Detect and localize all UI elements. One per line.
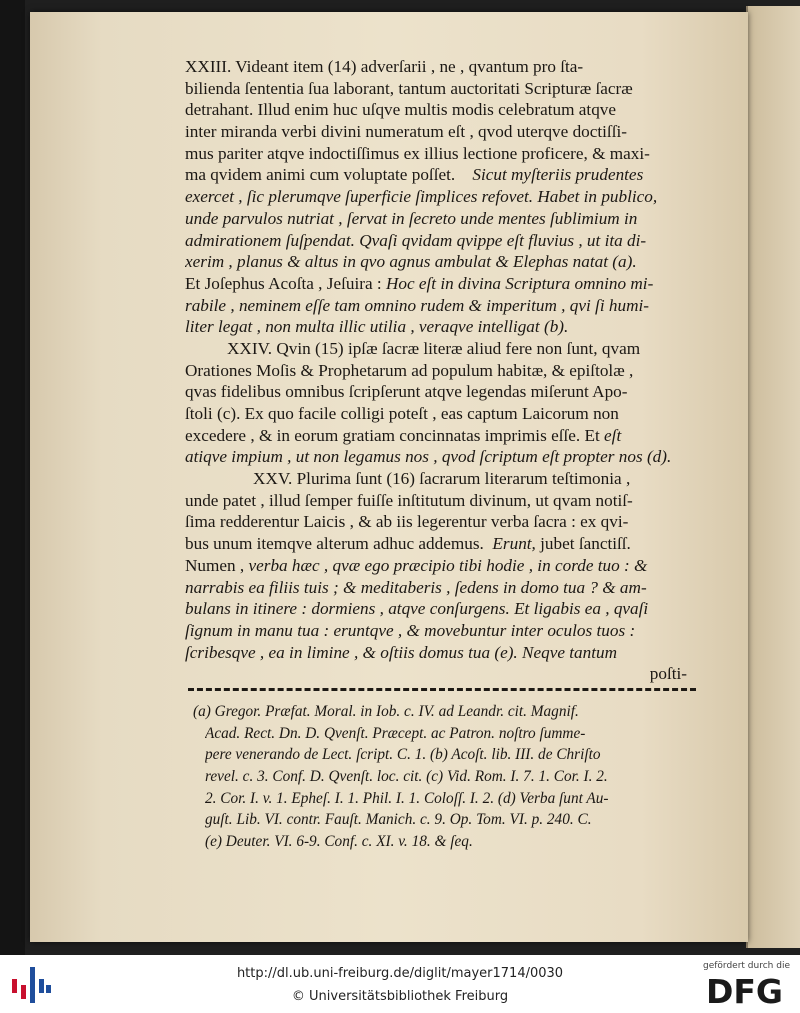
- text-line: XXV. Plurima ſunt (16) ſacrarum literarum teſtimonia ,: [253, 469, 631, 489]
- footnote-line: guſt. Lib. VI. contr. Fauſt. Manich. c. 9. Op. Tom. VI. p. 240. C.: [205, 811, 592, 829]
- catchword: poſti-: [649, 664, 687, 684]
- viewer-footer: [0, 955, 800, 1013]
- footnote-line: (e) Deuter. VI. 6-9. Conf. c. XI. v. 18. & ſeq.: [205, 833, 473, 851]
- text-line: qvas fidelibus omnibus ſcripſerunt atqve legendas miſerunt Apo-: [185, 382, 628, 402]
- text-line: detrahant. Illud enim huc uſqve multis modis celebratum atqve: [185, 100, 617, 120]
- text-line: ſtoli (c). Ex quo facile colligi poteſt , eas captum Laicorum non: [185, 404, 619, 423]
- text-line: XXIV. Qvin (15) ipſæ ſacræ literæ aliud fere non ſunt, qvam: [227, 338, 641, 358]
- text-line: ſignum in manu tua : eruntqve , & movebuntur inter oculos tuos :: [185, 620, 636, 640]
- text-segment: excedere , & in eorum gratiam concinnatas imprimis eſſe. Et: [185, 425, 600, 445]
- italic-segment: verba hæc , qvæ ego præcipio tibi hodie , in corde tuo : &: [248, 555, 648, 575]
- text-line: liter legat , non multa illic utilia , veraqve intelligat (b).: [185, 317, 569, 337]
- text-line: ſima redderentur Laicis , & ab iis legerentur verba ſacra : ex qvi-: [185, 512, 629, 532]
- dfg-logo-icon[interactable]: [706, 974, 788, 1006]
- text-line: mus pariter atqve indoctiſſimus ex illius lectione proficere, & maxi-: [185, 143, 650, 163]
- next-page-edge: [746, 6, 800, 948]
- text-segment: Et Joſephus Acoſta , Jeſuira :: [185, 273, 382, 293]
- text-line: narrabis ea filiis tuis ; & meditaberis , ſedens in domo tua ? & am-: [185, 577, 647, 597]
- italic-segment: Hoc eſt in divina Scriptura omnino mi-: [385, 273, 654, 293]
- text-line: rabile , neminem eſſe tam omnino rudem & imperitum , qvi ſi humi-: [185, 295, 649, 315]
- text-line: ſcribesqve , ea in limine , & oſtiis domus tua (e). Neqve tantum: [185, 642, 617, 662]
- permalink-url[interactable]: http://dl.ub.uni-freiburg.de/diglit/mayer1714/0030: [236, 966, 564, 981]
- text-line: bilienda ſententia ſua laborant, tantum auctoritati Scripturæ ſacræ: [185, 78, 633, 98]
- text-segment: jubet ſanctiſſ.: [540, 534, 631, 554]
- footnotes: [193, 701, 695, 853]
- text-line: bulans in itinere : dormiens , atqve conſurgens. Et ligabis ea , qvaſi: [185, 599, 649, 619]
- italic-segment: Sicut myſteriis prudentes: [472, 165, 644, 185]
- text-line: inter miranda verbi divini numeratum eſt , qvod uterqve doctiſſi-: [185, 122, 627, 142]
- copyright-text: © Universitätsbibliothek Freiburg: [291, 989, 509, 1004]
- footnote-line: pere venerando de Lect. ſcript. C. 1. (b) Acoſt. lib. III. de Chriſto: [205, 746, 601, 764]
- text-line: unde patet , illud ſemper fuiſſe inſtitutum divinum, ut qvam notiſ-: [185, 490, 633, 510]
- text-line: admirationem ſuſpendat. Qvaſi qvidam qvippe eſt fluvius , ut ita di-: [185, 230, 647, 250]
- text-segment: Numen ,: [185, 555, 245, 575]
- footnote-line: revel. c. 3. Conf. D. Qvenſt. loc. cit. (c) Vid. Rom. I. 7. 1. Cor. I. 2.: [205, 768, 608, 786]
- text-line: exercet , ſic plerumqve ſuperficie ſimplices refovet. Habet in publico,: [185, 187, 658, 207]
- text-line: [185, 425, 695, 447]
- text-line: [185, 533, 695, 555]
- text-line: xerim , planus & altus in qvo agnus ambulat & Elephas natat (a).: [185, 252, 637, 272]
- text-segment: bus unum itemqve alterum adhuc addemus.: [185, 534, 484, 554]
- text-line: [185, 273, 695, 295]
- text-line: Orationes Moſis & Prophetarum ad populum habitæ, & epiſtolæ ,: [185, 360, 634, 380]
- italic-segment: Erunt,: [492, 534, 536, 554]
- italic-segment: eſt: [604, 425, 622, 445]
- text-line: atiqve impium , ut non legamus nos , qvod ſcriptum eſt propter nos (d).: [185, 447, 672, 467]
- footnote-line: 2. Cor. I. v. 1. Epheſ. I. 1. Phil. I. 1. Coloſſ. I. 2. (d) Verba ſunt Au-: [205, 789, 609, 807]
- funded-by-label: gefördert durch die: [703, 961, 790, 971]
- page-body-text: [185, 56, 695, 685]
- text-line: [185, 555, 695, 577]
- footnote-divider: [188, 688, 696, 691]
- text-line: XXIII. Videant item (14) adverſarii , ne , qvantum pro ſta-: [185, 57, 584, 76]
- text-line: unde parvulos nutriat , ſervat in ſecreto unde mentes ſublimium in: [185, 208, 638, 228]
- viewer-left-margin: [0, 0, 25, 955]
- footnote-line: Acad. Rect. Dn. D. Qvenſt. Præcept. ac Patron. noſtro ſumme-: [205, 724, 586, 742]
- text-segment: ma qvidem animi cum voluptate poſſet.: [185, 165, 456, 185]
- footnote-line: (a) Gregor. Præfat. Moral. in Iob. c. IV. ad Leandr. cit. Magnif.: [193, 703, 579, 720]
- dfg-logo-text: DFG: [706, 974, 784, 1006]
- text-line: [185, 164, 695, 186]
